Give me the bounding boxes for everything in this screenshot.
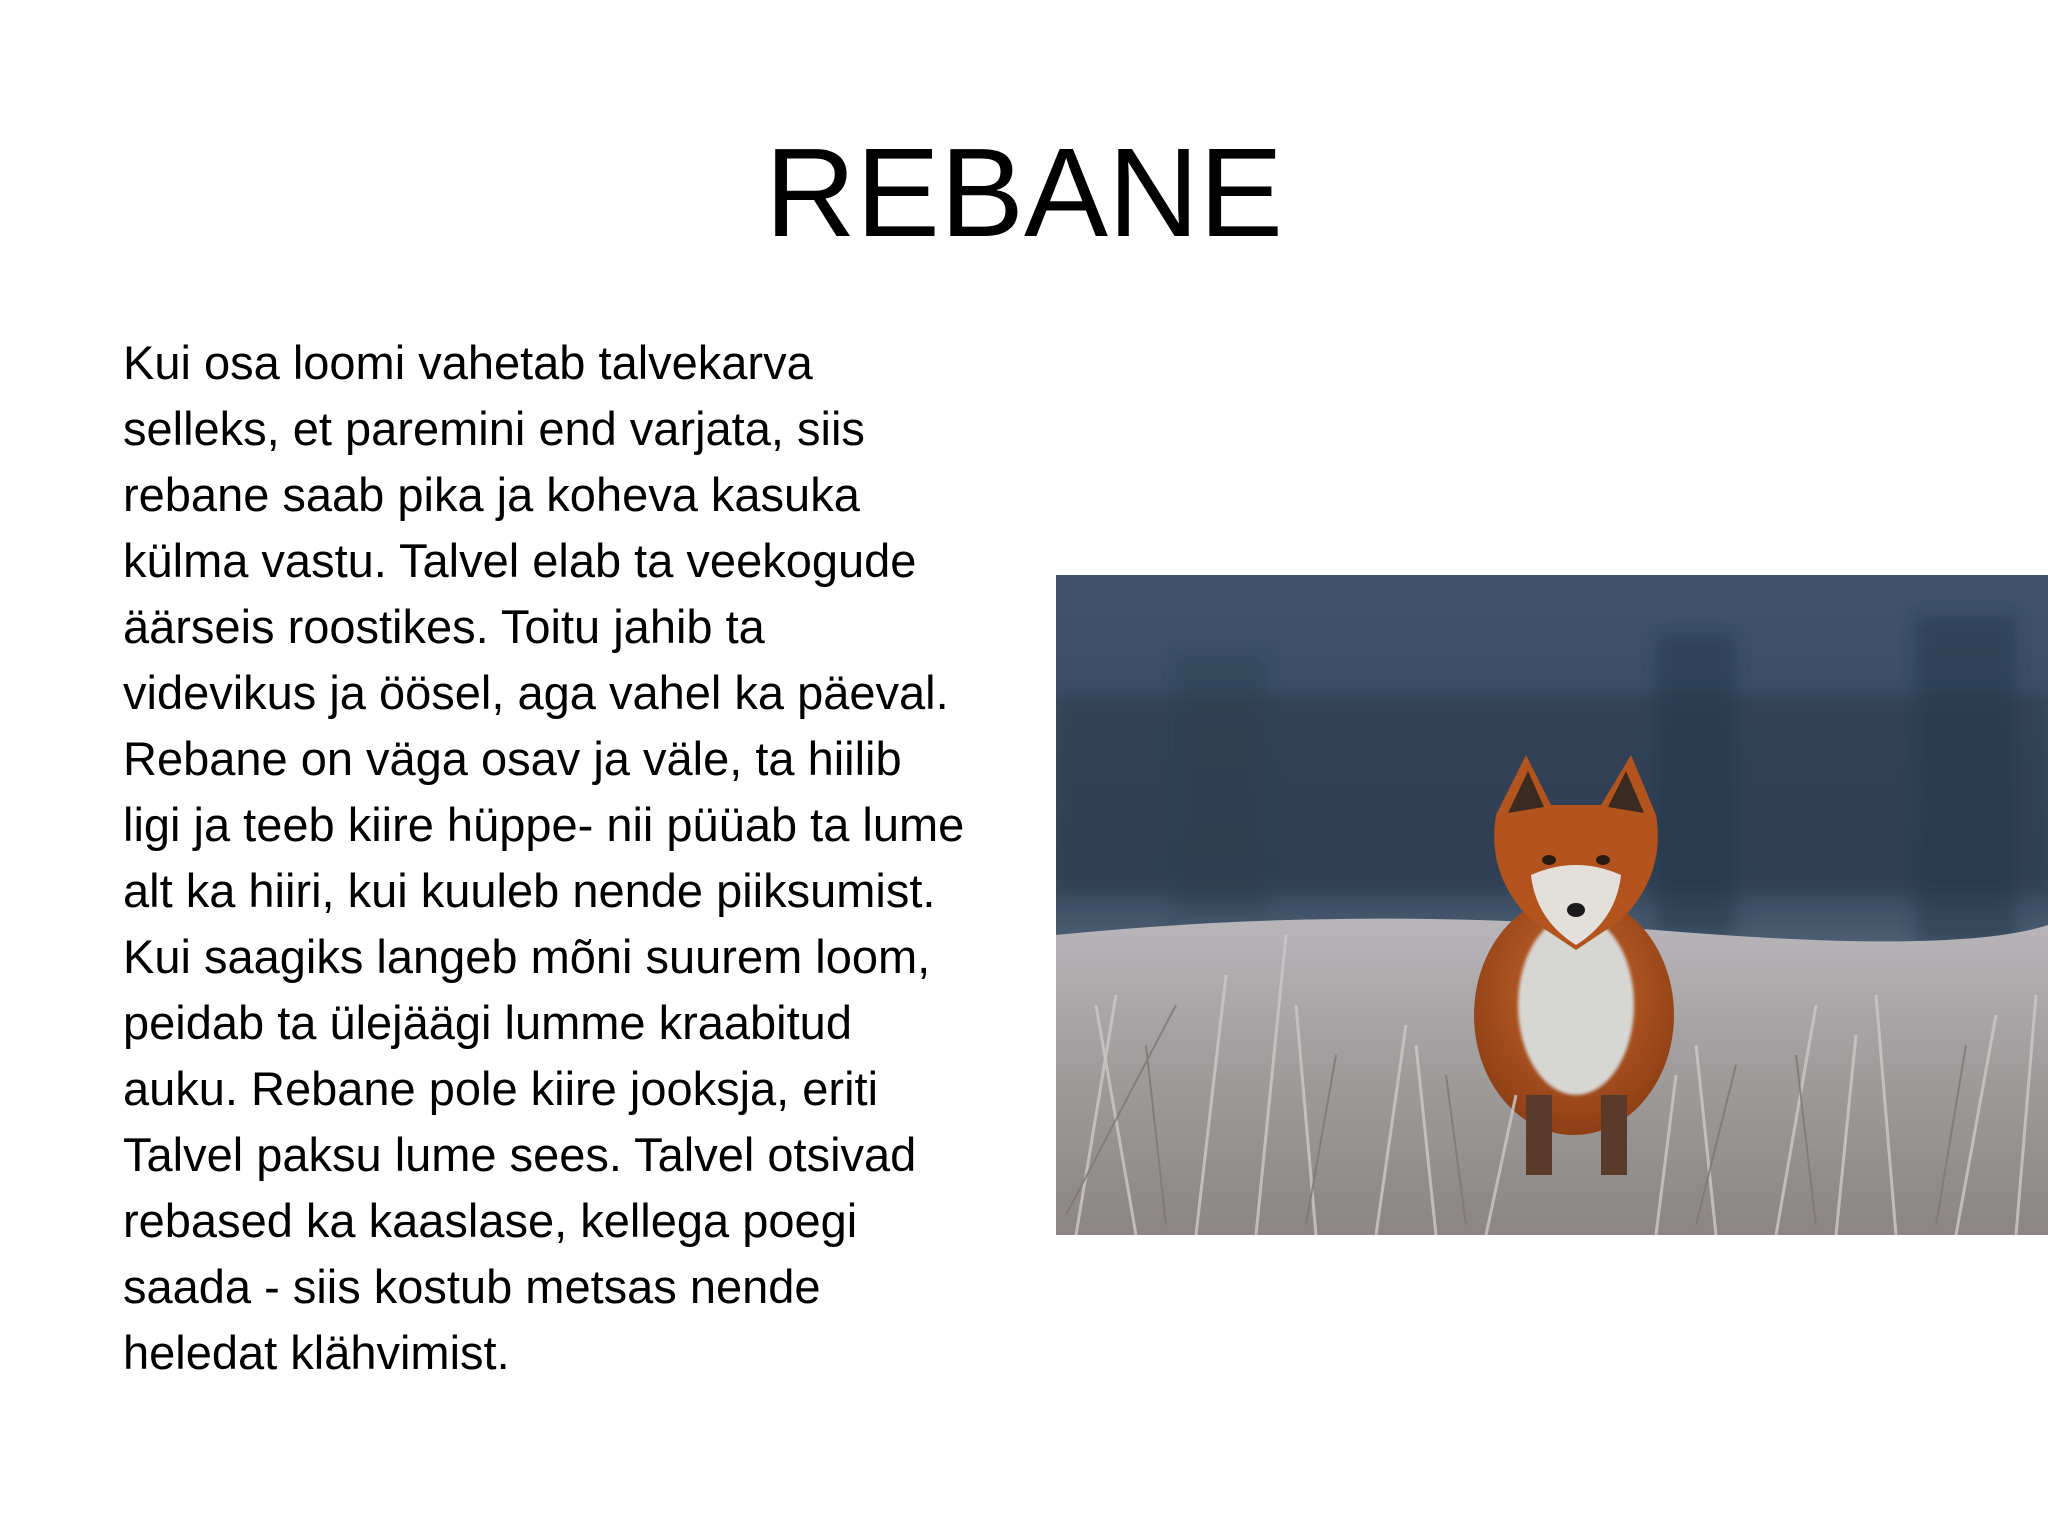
body-line: alt ka hiiri, kui kuuleb nende piiksumist. xyxy=(123,864,936,917)
body-line: äärseis roostikes. Toitu jahib ta xyxy=(123,600,765,653)
body-line: ligi ja teeb kiire hüppe- nii püüab ta lume xyxy=(123,798,965,851)
fox-photo xyxy=(1056,575,2048,1235)
body-line: Kui saagiks langeb mõni suurem loom, xyxy=(123,930,931,983)
body-line: rebased ka kaaslase, kellega poegi xyxy=(123,1194,858,1247)
body-line: Rebane on väga osav ja väle, ta hiilib xyxy=(123,732,902,785)
fox-photo-illustration xyxy=(1056,575,2048,1235)
body-line: videvikus ja öösel, aga vahel ka päeval. xyxy=(123,666,949,719)
body-line: saada - siis kostub metsas nende xyxy=(123,1260,821,1313)
body-line: auku. Rebane pole kiire jooksja, eriti xyxy=(123,1062,879,1115)
slide-title: REBANE xyxy=(764,122,1284,263)
body-line: peidab ta ülejäägi lumme kraabitud xyxy=(123,996,852,1049)
slide-body-text xyxy=(123,330,1063,1386)
body-line: rebane saab pika ja koheva kasuka xyxy=(123,468,860,521)
body-line: Talvel paksu lume sees. Talvel otsivad xyxy=(123,1128,917,1181)
body-line: selleks, et paremini end varjata, siis xyxy=(123,402,865,455)
body-line: heledat klähvimist. xyxy=(123,1326,510,1379)
body-line: Kui osa loomi vahetab talvekarva xyxy=(123,336,813,389)
body-line: külma vastu. Talvel elab ta veekogude xyxy=(123,534,917,587)
